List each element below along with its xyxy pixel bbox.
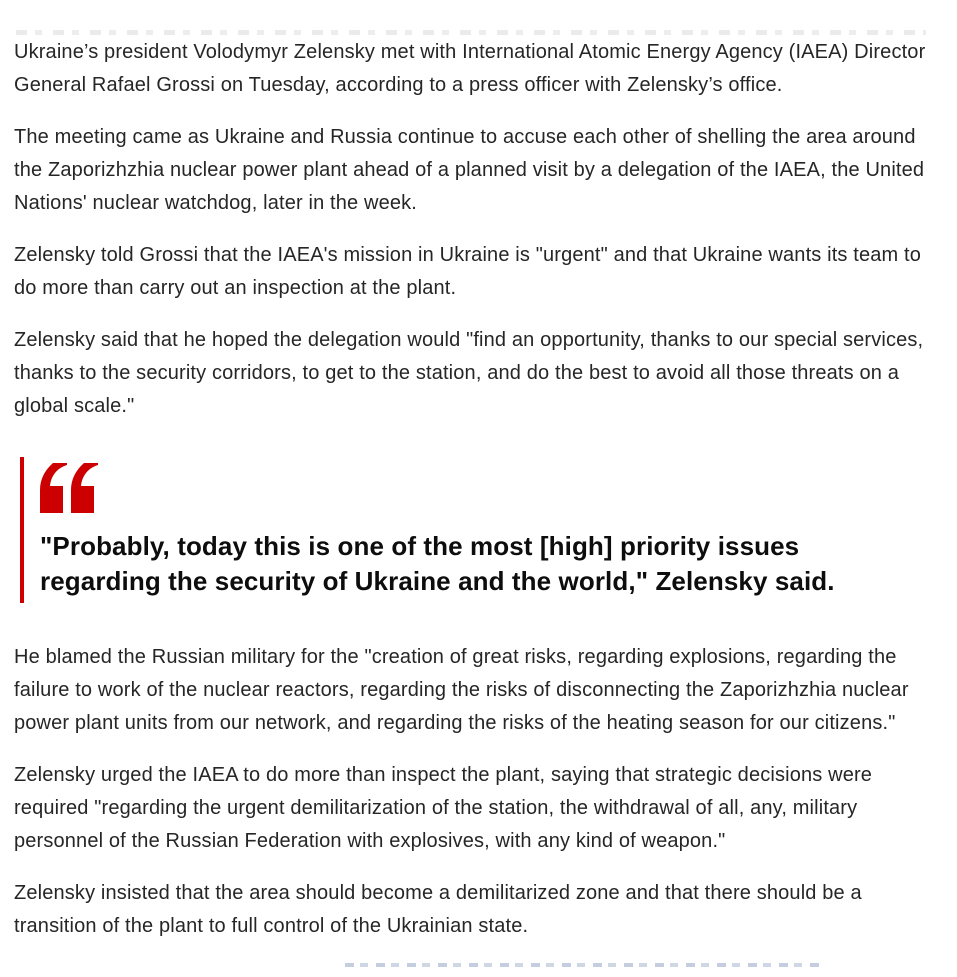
quote-icon — [40, 463, 98, 513]
article-paragraph: Zelensky said that he hoped the delegation would "find an opportunity, thanks to our special services, thanks to the security corridors, to get to the station, and do the best to avoid all those threats on a global scale." — [14, 329, 924, 417]
article-paragraph: He blamed the Russian military for the "creation of great risks, regarding explosions, regarding the failure to work of the nuclear reactors, regarding the risks of disconnecting the Zaporizhzhia nuclear power plant units from our network, and regarding the risks of the heating season for our citizens." — [14, 646, 909, 734]
article-paragraph: Zelensky insisted that the area should become a demilitarized zone and that there should be a transition of the plant to full control of the Ukrainian state. — [14, 882, 862, 937]
pull-quote — [20, 457, 900, 603]
cut-off-content-bottom — [345, 963, 825, 967]
pull-quote-text: "Probably, today this is one of the most [high] priority issues regarding the security of Ukraine and the world," Zelensky said. — [40, 531, 835, 596]
article-paragraph: Zelensky urged the IAEA to do more than inspect the plant, saying that strategic decisions were required "regarding the urgent demilitarization of the station, the withdrawal of all, any, military personnel of the Russian Federation with explosives, with any kind of weapon." — [14, 764, 873, 852]
article-paragraph: Ukraine’s president Volodymyr Zelensky met with International Atomic Energy Agency (IAEA) Director General Rafael Grossi on Tuesday, according to a press officer with Zelensky’s office. — [14, 41, 926, 96]
article-paragraph: Zelensky told Grossi that the IAEA's mission in Ukraine is "urgent" and that Ukraine wants its team to do more than carry out an inspection at the plant. — [14, 244, 922, 299]
article-paragraph: The meeting came as Ukraine and Russia continue to accuse each other of shelling the area around the Zaporizhzhia nuclear power plant ahead of a planned visit by a delegation of the IAEA, the United Nations' nuclear watchdog, later in the week. — [14, 126, 925, 214]
